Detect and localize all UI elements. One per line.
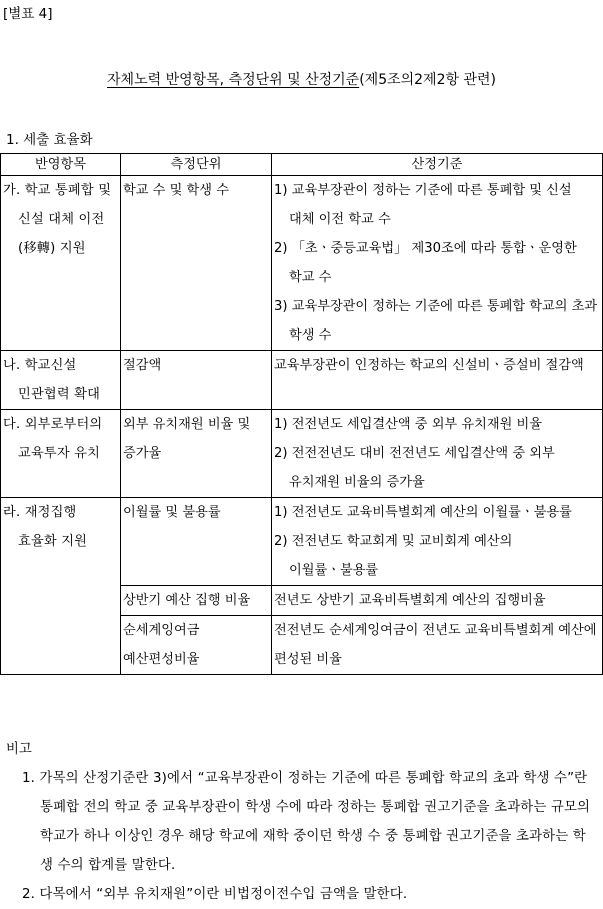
table-header-row: [1, 154, 603, 176]
item-label: 라. 재정집행 효율화 지원: [3, 505, 88, 549]
item-label-cell: [1, 410, 121, 498]
item-label-cell: [1, 498, 121, 675]
table-row: [1, 351, 603, 410]
section-heading: 1. 세출 효율화: [6, 132, 93, 148]
item-label-cell: [1, 351, 121, 410]
criteria-line: 3) 교육부장관이 정하는 기준에 따른 통폐합 학교의 초과 학생 수: [274, 299, 598, 343]
unit-cell: 상반기 예산 집행 비율: [121, 586, 272, 616]
table-row: [1, 176, 603, 351]
criteria-table: [0, 153, 603, 675]
criteria-line: 2) 전전전년도 대비 전전년도 세입결산액 중 외부 유치재원 비율의 증가율: [274, 446, 555, 490]
remarks-section: [0, 735, 603, 909]
remarks-heading: 비고: [6, 742, 32, 757]
criteria-cell: [272, 176, 603, 351]
criteria-line: 1) 전전년도 교육비특별회계 예산의 이월률ㆍ불용률: [274, 505, 572, 520]
title-main: 자체노력 반영항목, 측정단위 및 산정기준: [107, 72, 360, 88]
item-label-cell: [1, 176, 121, 351]
criteria-line: 1) 전전년도 세입결산액 중 외부 유치재원 비율: [274, 417, 542, 432]
criteria-line: 1) 교육부장관이 정하는 기준에 따른 통폐합 및 신설 대체 이전 학교 수: [274, 183, 572, 227]
annex-tag: [별표 4]: [3, 6, 53, 22]
remark-item: 2. 다목에서 “외부 유치재원”이란 비법정이전수입 금액을 말한다.: [22, 887, 408, 902]
criteria-cell: 전전년도 순세계잉여금이 전년도 교육비특별회계 예산에 편성된 비율: [272, 616, 603, 675]
header-criteria: 산정기준: [272, 154, 603, 176]
item-label: 가. 학교 통폐합 및 신설 대체 이전(移轉) 지원: [3, 183, 112, 256]
item-label: 다. 외부로부터의 교육투자 유치: [3, 417, 103, 461]
criteria-cell: 교육부장관이 인정하는 학교의 신설비ㆍ증설비 절감액: [272, 351, 603, 410]
unit-cell: 외부 유치재원 비율 및 증가율: [121, 410, 272, 498]
remark-item: 1. 가목의 산정기준란 3)에서 “교육부장관이 정하는 기준에 따른 통폐합 학교의 초과 학생 수”란 통폐합 전의 학교 중 교육부장관이 학생 수에 따라 정하는 통폐합 권고기준을 초과하는 규모의 학교가 하나 이상인 경우 해당 학교에 재학 중이던 학생 수 중 통폐합 권고기준을 초과하는 학생 수의 합계를 말한다.: [22, 771, 591, 873]
table-row: [1, 410, 603, 498]
document-title: [0, 69, 603, 89]
criteria-cell: [272, 410, 603, 498]
table-row: [1, 498, 603, 586]
title-sub: (제5조의2제2항 관련): [359, 72, 496, 88]
header-item: 반영항목: [1, 154, 121, 176]
unit-cell: 학교 수 및 학생 수: [121, 176, 272, 351]
criteria-cell: [272, 498, 603, 586]
unit-cell: 절감액: [121, 351, 272, 410]
criteria-line: 2) 「초ㆍ중등교육법」 제30조에 따라 통합ㆍ운영한 학교 수: [274, 241, 577, 285]
header-unit: 측정단위: [121, 154, 272, 176]
unit-cell: 순세계잉여금 예산편성비율: [121, 616, 272, 675]
unit-cell: 이월률 및 불용률: [121, 498, 272, 586]
criteria-line: 2) 전전년도 학교회계 및 교비회계 예산의 이월률ㆍ불용률: [274, 534, 513, 578]
criteria-cell: 전년도 상반기 교육비특별회계 예산의 집행비율: [272, 586, 603, 616]
item-label: 나. 학교신설 민관협력 확대: [3, 358, 101, 402]
